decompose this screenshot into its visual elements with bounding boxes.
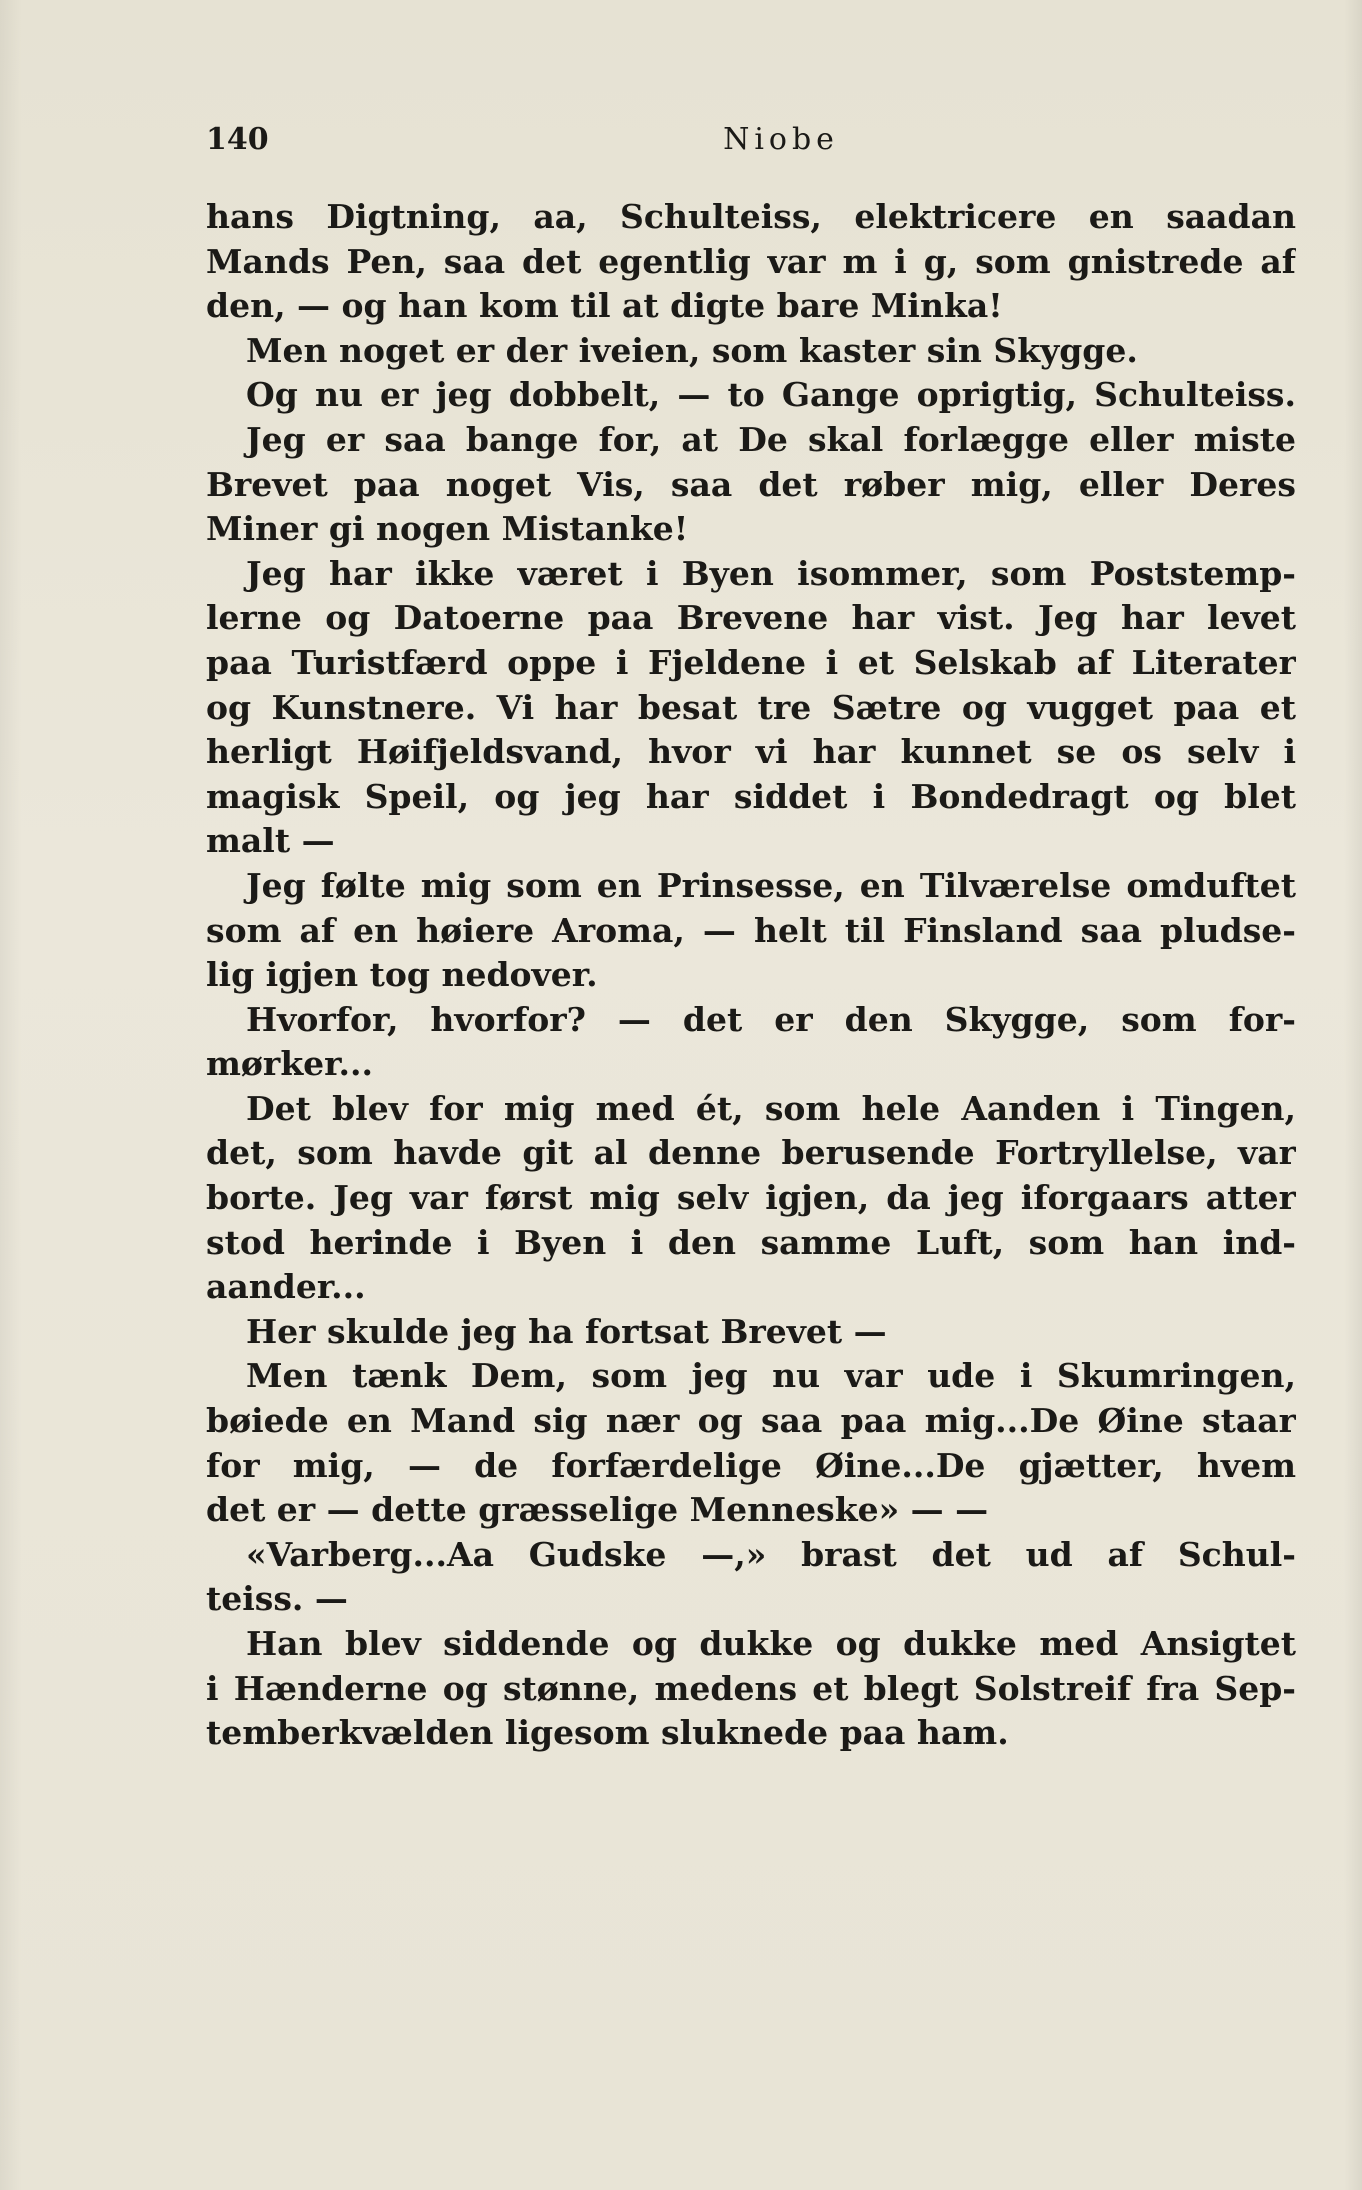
running-head: Niobe <box>723 122 839 157</box>
text-line: Det blev for mig med ét, som hele Aanden i Tingen, <box>246 1088 1296 1128</box>
text-line: Han blev siddende og dukke og dukke med Ansigtet <box>246 1624 1296 1663</box>
text-line: lig igjen tog nedover. <box>206 955 598 995</box>
text-line: Jeg følte mig som en Prinsesse, en Tilværelse omduftet <box>246 865 1296 905</box>
text-line: Her skulde jeg ha fortsat Brevet — <box>246 1311 887 1351</box>
page-number: 140 <box>206 122 269 157</box>
text-line: det er — dette græsselige Menneske» — — <box>206 1490 989 1530</box>
text-line: lerne og Datoerne paa Brevene har vist. Jeg har levet <box>206 598 1296 638</box>
text-line: den, — og han kom til at digte bare Minka! <box>206 286 1003 326</box>
text-line: magisk Speil, og jeg har siddet i Bondedragt og blet <box>206 776 1296 816</box>
text-line: for mig, — de forfærdelige Øine...De gjætter, hvem <box>206 1445 1296 1485</box>
text-line: temberkvælden ligesom sluknede paa ham. <box>206 1713 1009 1753</box>
text-line: aander... <box>206 1267 366 1307</box>
text-line: i Hænderne og stønne, medens et blegt Solstreif fra Sep- <box>206 1668 1296 1708</box>
text-line: paa Turistfærd oppe i Fjeldene i et Selskab af Literater <box>206 642 1296 682</box>
body-text <box>206 195 1296 1756</box>
text-line: Jeg er saa bange for, at De skal forlægge eller miste <box>246 419 1296 459</box>
text-line: hans Digtning, aa, Schulteiss, elektricere en saadan <box>206 197 1296 236</box>
text-line: Men noget er der iveien, som kaster sin Skygge. <box>246 330 1138 370</box>
text-line: som af en høiere Aroma, — helt til Finsland saa pludse- <box>206 910 1296 950</box>
text-line: teiss. — <box>206 1579 348 1619</box>
text-line: mørker... <box>206 1044 373 1084</box>
text-line: bøiede en Mand sig nær og saa paa mig...De Øine staar <box>206 1401 1296 1441</box>
text-line: Og nu er jeg dobbelt, — to Gange oprigtig, Schulteiss. <box>246 375 1296 415</box>
text-line: og Kunstnere. Vi har besat tre Sætre og vugget paa et <box>206 687 1296 727</box>
text-line: herligt Høifjeldsvand, hvor vi har kunnet se os selv i <box>206 732 1296 772</box>
page-header <box>206 122 1296 166</box>
text-line: «Varberg...Aa Gudske —,» brast det ud af Schul- <box>246 1534 1296 1574</box>
text-line: Jeg har ikke været i Byen isommer, som Poststemp- <box>246 553 1296 593</box>
text-line: Mands Pen, saa det egentlig var m i g, som gnistrede af <box>206 241 1296 281</box>
text-line: malt — <box>206 821 335 861</box>
text-line: borte. Jeg var først mig selv igjen, da jeg iforgaars atter <box>206 1178 1296 1218</box>
text-line: stod herinde i Byen i den samme Luft, som han ind- <box>206 1222 1296 1262</box>
text-line: Men tænk Dem, som jeg nu var ude i Skumringen, <box>246 1356 1296 1396</box>
text-line: Miner gi nogen Mistanke! <box>206 509 689 549</box>
text-line: Hvorfor, hvorfor? — det er den Skygge, som for- <box>246 999 1296 1039</box>
text-line: det, som havde git al denne berusende Fortryllelse, var <box>206 1133 1296 1173</box>
text-line: Brevet paa noget Vis, saa det røber mig, eller Deres <box>206 464 1296 504</box>
